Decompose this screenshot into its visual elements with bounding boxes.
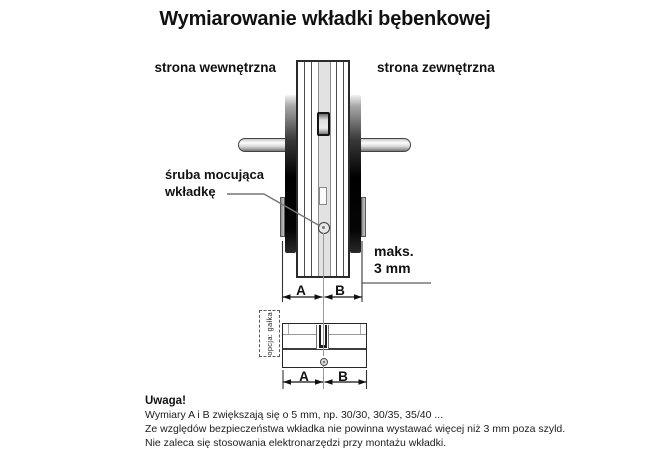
dim-b-lower: B (338, 369, 348, 384)
door-layer-line (343, 62, 344, 276)
escutcheon-left (285, 95, 297, 253)
screw-hole (320, 358, 328, 366)
keyway (319, 187, 327, 205)
note-block (145, 395, 625, 450)
knob-option-box (259, 310, 280, 357)
note-heading: Uwaga! (145, 395, 186, 407)
cam-slot (319, 325, 327, 349)
cylinder-protrusion-right (361, 197, 366, 237)
dim-a-lower: A (299, 369, 309, 384)
cylinder-strip (318, 62, 331, 276)
cylinder-chamfer (288, 324, 289, 334)
note-line: Ze względów bezpieczeństwa wkładka nie powinna wystawać więcej niż 3 mm poza szyld. (145, 422, 566, 435)
door-layer-line (311, 62, 312, 276)
cylinder-chamfer (360, 324, 361, 334)
dim-b-upper: B (335, 283, 345, 298)
mounting-screw (318, 222, 330, 234)
max-protrusion-label: maks. 3 mm (374, 243, 414, 276)
cylinder-cam (317, 112, 330, 136)
door-layer-line (304, 62, 305, 276)
door-cross-section (296, 60, 350, 278)
note-line: Nie zaleca się stosowania elektronarzędzi przy montażu wkładki. (145, 436, 447, 449)
page-title: Wymiarowanie wkładki bębenkowej (159, 8, 491, 30)
outer-side-label: strona zewnętrzna (377, 60, 495, 75)
dim-a-upper: A (296, 283, 306, 298)
cylinder-protrusion-left (280, 197, 285, 237)
mounting-screw-label: śruba mocująca wkładkę (165, 167, 264, 199)
knob-option-label: opcja: gałka (265, 311, 274, 356)
door-layer-line (336, 62, 337, 276)
note-line: Wymiary A i B zwiększają się o 5 mm, np. 30/30, 30/35, 35/40 ... (145, 409, 444, 421)
escutcheon-right (350, 95, 362, 253)
inner-side-label: strona wewnętrzna (154, 60, 276, 75)
